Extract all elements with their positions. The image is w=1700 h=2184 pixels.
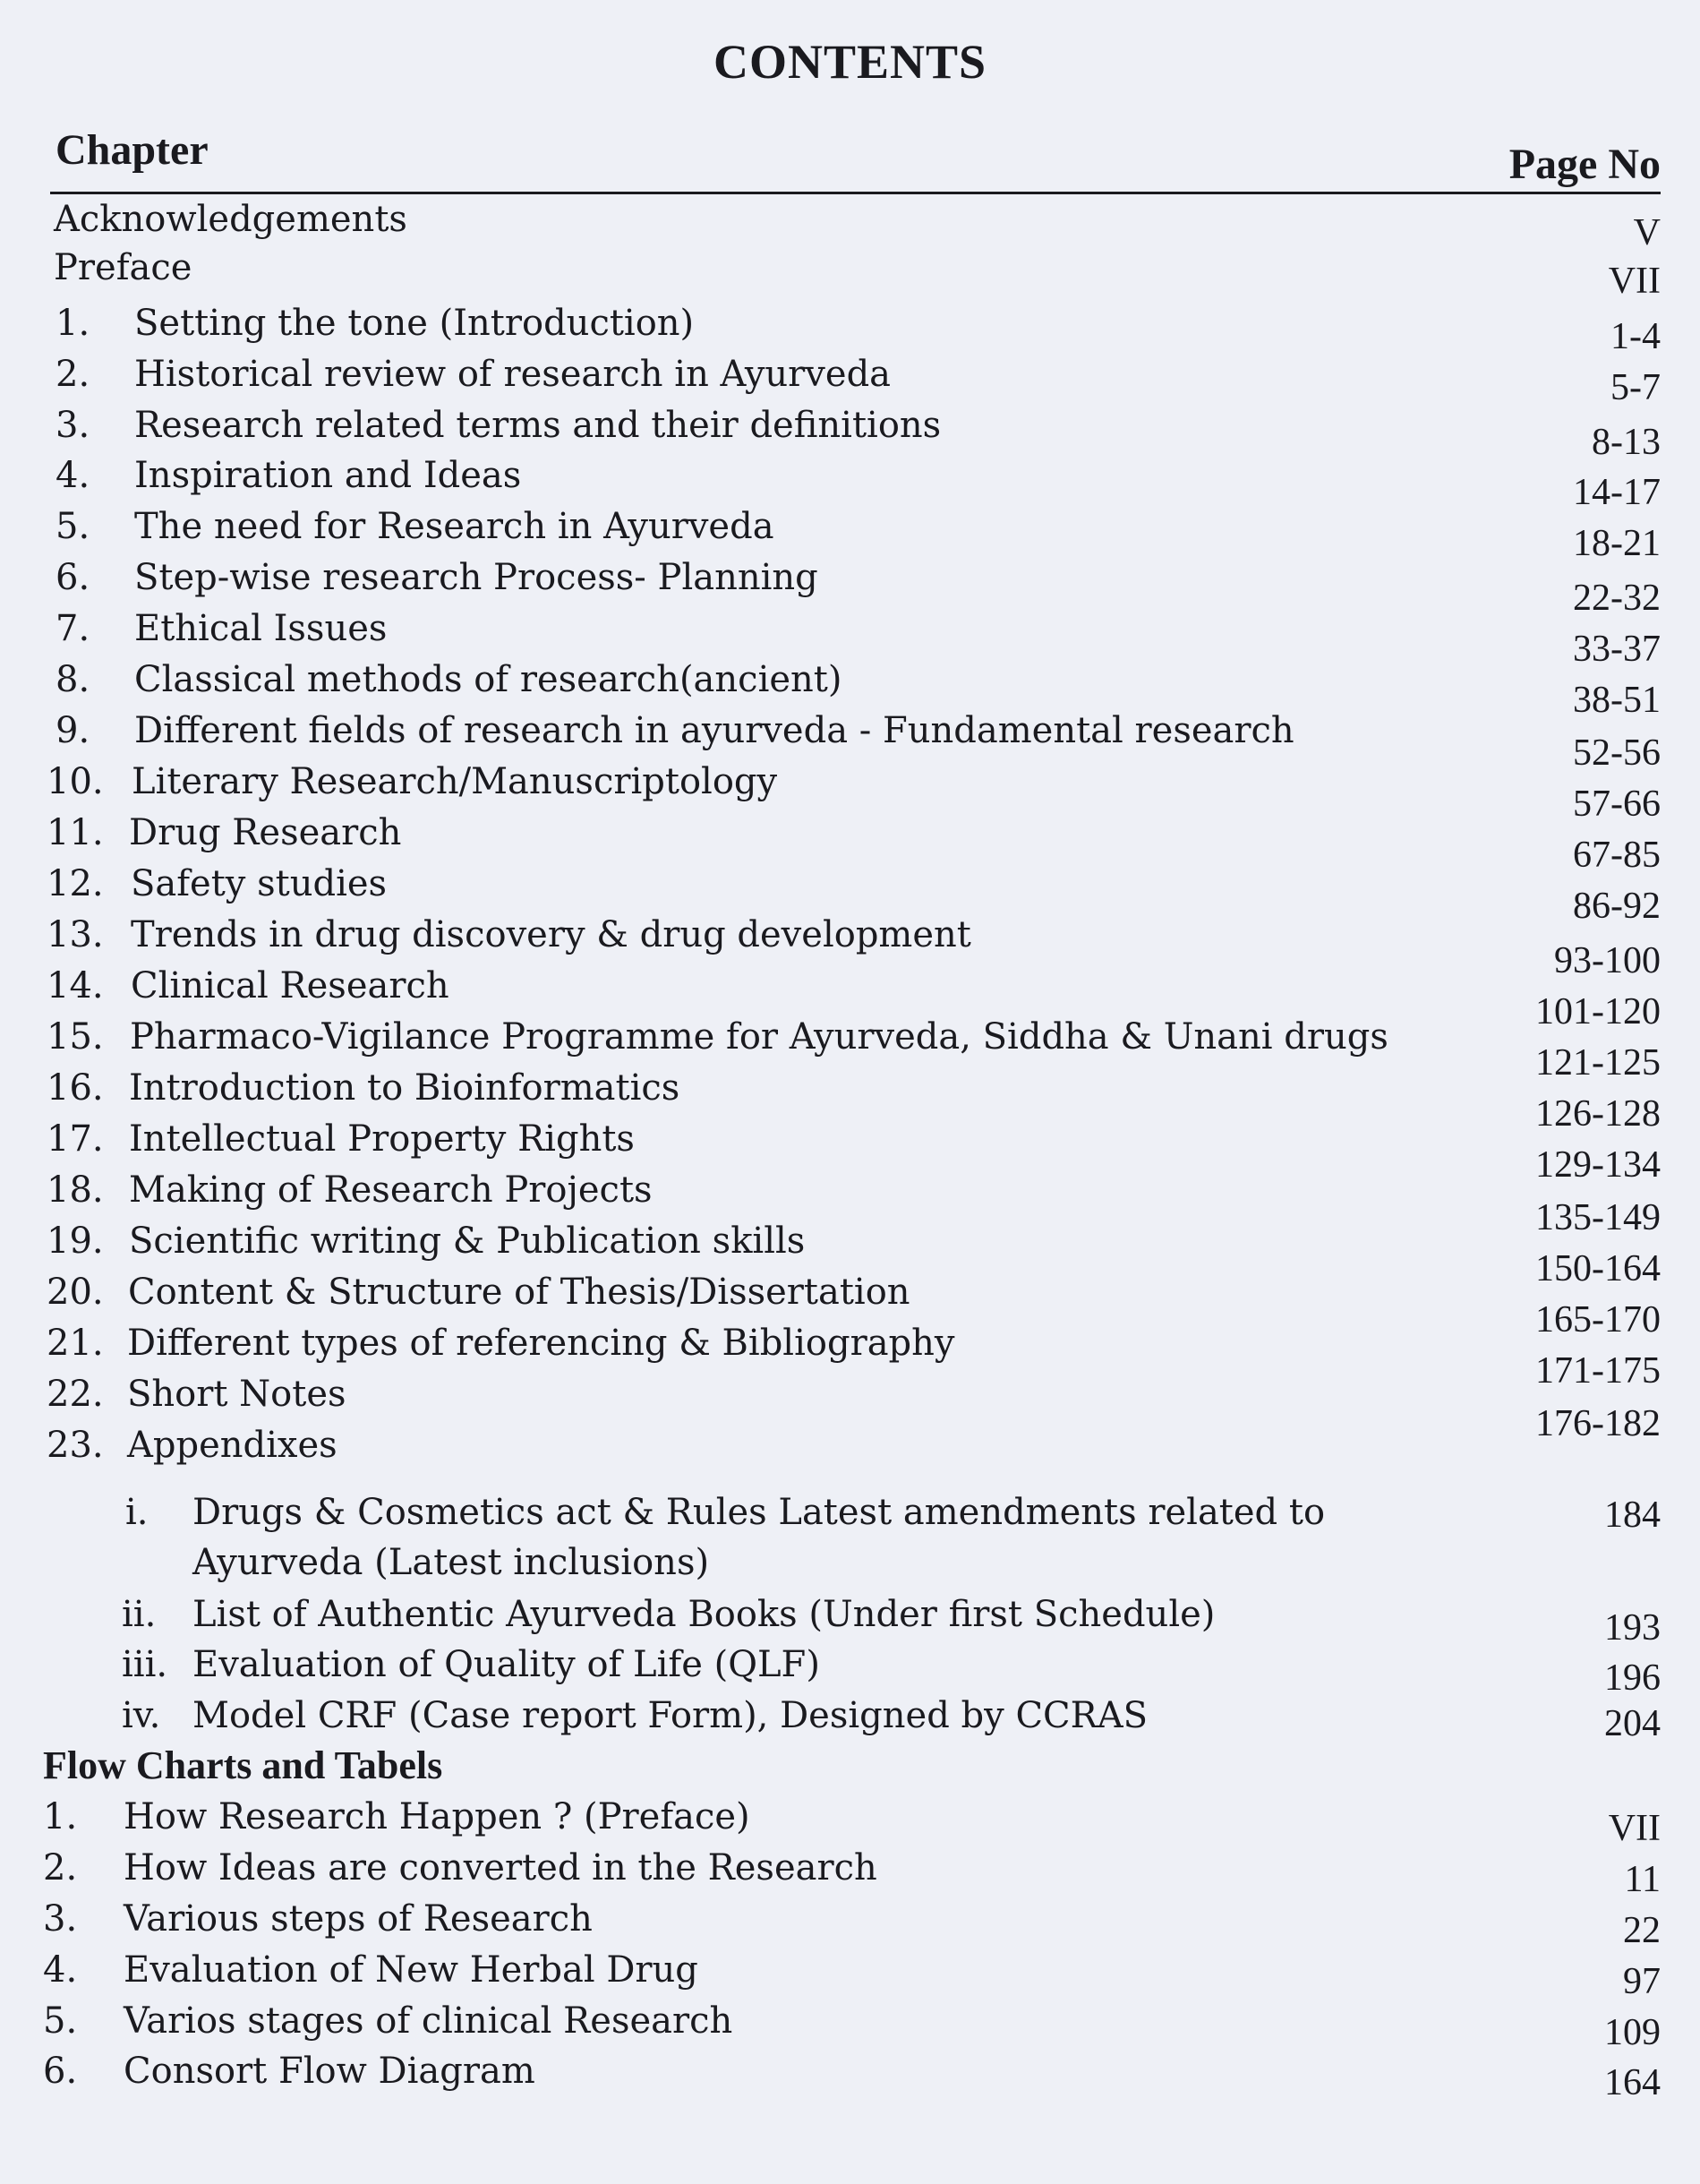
- chapter-page: 165-170: [1535, 1299, 1661, 1340]
- flow-chart-title: Various steps of Research: [124, 1898, 593, 1940]
- chapter-title: Literary Research/Manuscriptology: [132, 761, 778, 802]
- flow-chart-page: 164: [1604, 2062, 1661, 2103]
- page-no-column-header: Page No: [1508, 141, 1661, 188]
- chapter-number: 8.: [56, 659, 90, 700]
- chapter-number: 18.: [47, 1169, 104, 1211]
- chapter-page: 126-128: [1535, 1093, 1661, 1135]
- chapter-row: [0, 354, 1700, 406]
- flow-chart-page: VII: [1608, 1808, 1661, 1849]
- chapter-number: 7.: [56, 608, 90, 649]
- appendix-title-continued: Ayurveda (Latest inclusions): [192, 1542, 710, 1583]
- appendix-number: iii.: [122, 1644, 168, 1685]
- chapter-number: 9.: [56, 710, 90, 751]
- chapter-row: [0, 1425, 1700, 1477]
- appendix-page: 204: [1604, 1703, 1661, 1744]
- chapter-page: 101-120: [1535, 991, 1661, 1032]
- chapter-row: [0, 1016, 1700, 1083]
- flow-chart-number: 3.: [43, 1898, 78, 1940]
- chapter-number: 2.: [56, 354, 90, 395]
- chapter-page: 67-85: [1573, 835, 1661, 876]
- chapter-page: 86-92: [1573, 886, 1661, 927]
- chapter-page: 18-21: [1573, 523, 1661, 564]
- flow-chart-page: 97: [1623, 1961, 1661, 2002]
- flow-chart-row: [0, 1898, 1700, 1950]
- chapter-title: Content & Structure of Thesis/Dissertation: [128, 1272, 910, 1313]
- chapter-title: Appendixes: [127, 1425, 337, 1466]
- chapter-page: 33-37: [1573, 629, 1661, 670]
- flow-chart-row: [0, 2000, 1700, 2052]
- chapter-row: [0, 659, 1700, 721]
- toc-entry-acknowledgements: [0, 199, 1700, 251]
- appendix-number: iv.: [122, 1695, 161, 1736]
- chapter-row: [0, 863, 1700, 927]
- chapter-row: [0, 914, 1700, 981]
- chapter-number: 12.: [47, 863, 104, 904]
- chapter-page: 1-4: [1610, 316, 1661, 357]
- chapter-title: Inspiration and Ideas: [134, 455, 522, 496]
- chapter-number: 3.: [56, 405, 90, 446]
- chapter-row: [0, 1169, 1700, 1238]
- header-rule: [50, 192, 1661, 194]
- chapter-title: Step-wise research Process- Planning: [134, 557, 818, 598]
- chapter-number: 16.: [47, 1067, 104, 1109]
- chapter-row: [0, 1118, 1700, 1186]
- page-title: CONTENTS: [713, 35, 987, 89]
- flow-chart-title: Varios stages of clinical Research: [124, 2000, 733, 2042]
- chapter-page: 135-149: [1535, 1197, 1661, 1238]
- chapter-number: 10.: [47, 761, 104, 802]
- flow-charts-heading: Flow Charts and Tabels: [43, 1743, 443, 1787]
- chapter-number: 20.: [47, 1272, 104, 1313]
- appendix-number: i.: [125, 1492, 149, 1533]
- flow-chart-title: Evaluation of New Herbal Drug: [124, 1949, 698, 1991]
- chapter-row: [0, 1374, 1700, 1444]
- chapter-page: 171-175: [1535, 1350, 1661, 1392]
- chapter-title: Pharmaco-Vigilance Programme for Ayurveda, Siddha & Unani drugs: [130, 1016, 1388, 1058]
- entry-page: V: [1633, 212, 1661, 253]
- chapter-title: Intellectual Property Rights: [129, 1118, 635, 1160]
- chapter-title: Different types of referencing & Bibliography: [127, 1323, 955, 1364]
- appendix-page: 193: [1604, 1607, 1661, 1649]
- flow-chart-title: How Research Happen ? (Preface): [124, 1796, 750, 1837]
- chapter-title: Making of Research Projects: [129, 1169, 653, 1211]
- chapter-number: 6.: [56, 557, 90, 598]
- chapter-page: 38-51: [1573, 680, 1661, 721]
- chapter-title: Safety studies: [131, 863, 388, 904]
- flow-chart-title: Consort Flow Diagram: [124, 2051, 535, 2092]
- chapter-page: 8-13: [1592, 422, 1661, 463]
- chapter-title: Classical methods of research(ancient): [134, 659, 842, 700]
- chapter-page: 22-32: [1573, 578, 1661, 619]
- chapter-row: [0, 557, 1700, 619]
- chapter-number: 22.: [47, 1374, 104, 1415]
- chapter-row: [0, 1323, 1700, 1392]
- chapter-title: Historical review of research in Ayurveda: [134, 354, 892, 395]
- chapter-row: [0, 1067, 1700, 1135]
- chapter-page: 93-100: [1554, 940, 1661, 981]
- entry-page: VII: [1608, 261, 1661, 302]
- appendix-title: Model CRF (Case report Form), Designed by CCRAS: [192, 1695, 1149, 1736]
- appendix-item: [0, 1644, 1700, 1699]
- chapter-title: Clinical Research: [131, 965, 449, 1006]
- entry-title: Acknowledgements: [54, 199, 407, 240]
- chapter-title: Different fields of research in ayurveda - Fundamental research: [134, 710, 1294, 751]
- chapter-title: Setting the tone (Introduction): [134, 303, 695, 344]
- appendix-item: [0, 1492, 1700, 1544]
- chapter-title: Short Notes: [127, 1374, 346, 1415]
- chapter-row: [0, 608, 1700, 670]
- chapter-row: [0, 405, 1700, 463]
- flow-chart-title: How Ideas are converted in the Research: [124, 1847, 877, 1889]
- chapter-title: Trends in drug discovery & drug development: [131, 914, 971, 955]
- chapter-title: Research related terms and their definitions: [134, 405, 942, 446]
- chapter-row: [0, 965, 1700, 1032]
- toc-entry-preface: [0, 247, 1700, 302]
- appendix-item: [0, 1695, 1700, 1747]
- appendix-title: List of Authentic Ayurveda Books (Under first Schedule): [192, 1594, 1216, 1635]
- flow-chart-row: [0, 2051, 1700, 2103]
- appendix-title: Drugs & Cosmetics act & Rules Latest amendments related to: [192, 1492, 1326, 1533]
- chapter-row: [0, 506, 1700, 564]
- chapter-page: 14-17: [1573, 472, 1661, 513]
- flow-chart-number: 6.: [43, 2051, 78, 2092]
- flow-chart-number: 5.: [43, 2000, 78, 2042]
- chapter-row: [0, 303, 1700, 355]
- flow-chart-page: 11: [1624, 1859, 1661, 1900]
- chapter-number: 15.: [47, 1016, 104, 1058]
- chapter-title: Drug Research: [129, 812, 402, 853]
- chapter-page: 150-164: [1535, 1248, 1661, 1289]
- appendix-page: 184: [1604, 1495, 1661, 1536]
- flow-chart-number: 4.: [43, 1949, 78, 1991]
- chapter-number: 23.: [47, 1425, 104, 1466]
- chapter-number: 1.: [56, 303, 90, 344]
- flow-chart-row: [0, 1796, 1700, 1848]
- flow-chart-row: [0, 1847, 1700, 1899]
- chapter-column-header: Chapter: [56, 126, 209, 174]
- flow-chart-number: 2.: [43, 1847, 78, 1889]
- chapter-page: 5-7: [1610, 367, 1661, 408]
- chapter-number: 13.: [47, 914, 104, 955]
- chapter-page: 57-66: [1573, 784, 1661, 825]
- chapter-page: 52-56: [1573, 732, 1661, 774]
- chapter-row: [0, 761, 1700, 825]
- appendix-number: ii.: [122, 1594, 157, 1635]
- appendix-item: [0, 1594, 1700, 1649]
- appendix-item-continued: [0, 1542, 1700, 1594]
- chapter-page: 121-125: [1535, 1042, 1661, 1083]
- flow-chart-number: 1.: [43, 1796, 78, 1837]
- flow-chart-page: 109: [1604, 2012, 1661, 2053]
- flow-chart-row: [0, 1949, 1700, 2001]
- chapter-row: [0, 455, 1700, 513]
- appendix-title: Evaluation of Quality of Life (QLF): [192, 1644, 820, 1685]
- chapter-number: 21.: [47, 1323, 104, 1364]
- chapter-row: [0, 812, 1700, 876]
- chapter-title: The need for Research in Ayurveda: [134, 506, 774, 547]
- entry-title: Preface: [54, 247, 192, 288]
- chapter-title: Introduction to Bioinformatics: [129, 1067, 680, 1109]
- appendix-page: 196: [1604, 1657, 1661, 1699]
- chapter-number: 17.: [47, 1118, 104, 1160]
- chapter-title: Ethical Issues: [134, 608, 388, 649]
- chapter-number: 4.: [56, 455, 90, 496]
- chapter-number: 14.: [47, 965, 104, 1006]
- chapter-page: 176-182: [1535, 1403, 1661, 1444]
- chapter-number: 11.: [47, 812, 104, 853]
- chapter-row: [0, 1220, 1700, 1289]
- chapter-page: 129-134: [1535, 1144, 1661, 1186]
- flow-chart-page: 22: [1623, 1910, 1661, 1951]
- chapter-row: [0, 710, 1700, 774]
- chapter-row: [0, 1272, 1700, 1340]
- chapter-number: 19.: [47, 1220, 104, 1262]
- chapter-number: 5.: [56, 506, 90, 547]
- chapter-title: Scientific writing & Publication skills: [129, 1220, 806, 1262]
